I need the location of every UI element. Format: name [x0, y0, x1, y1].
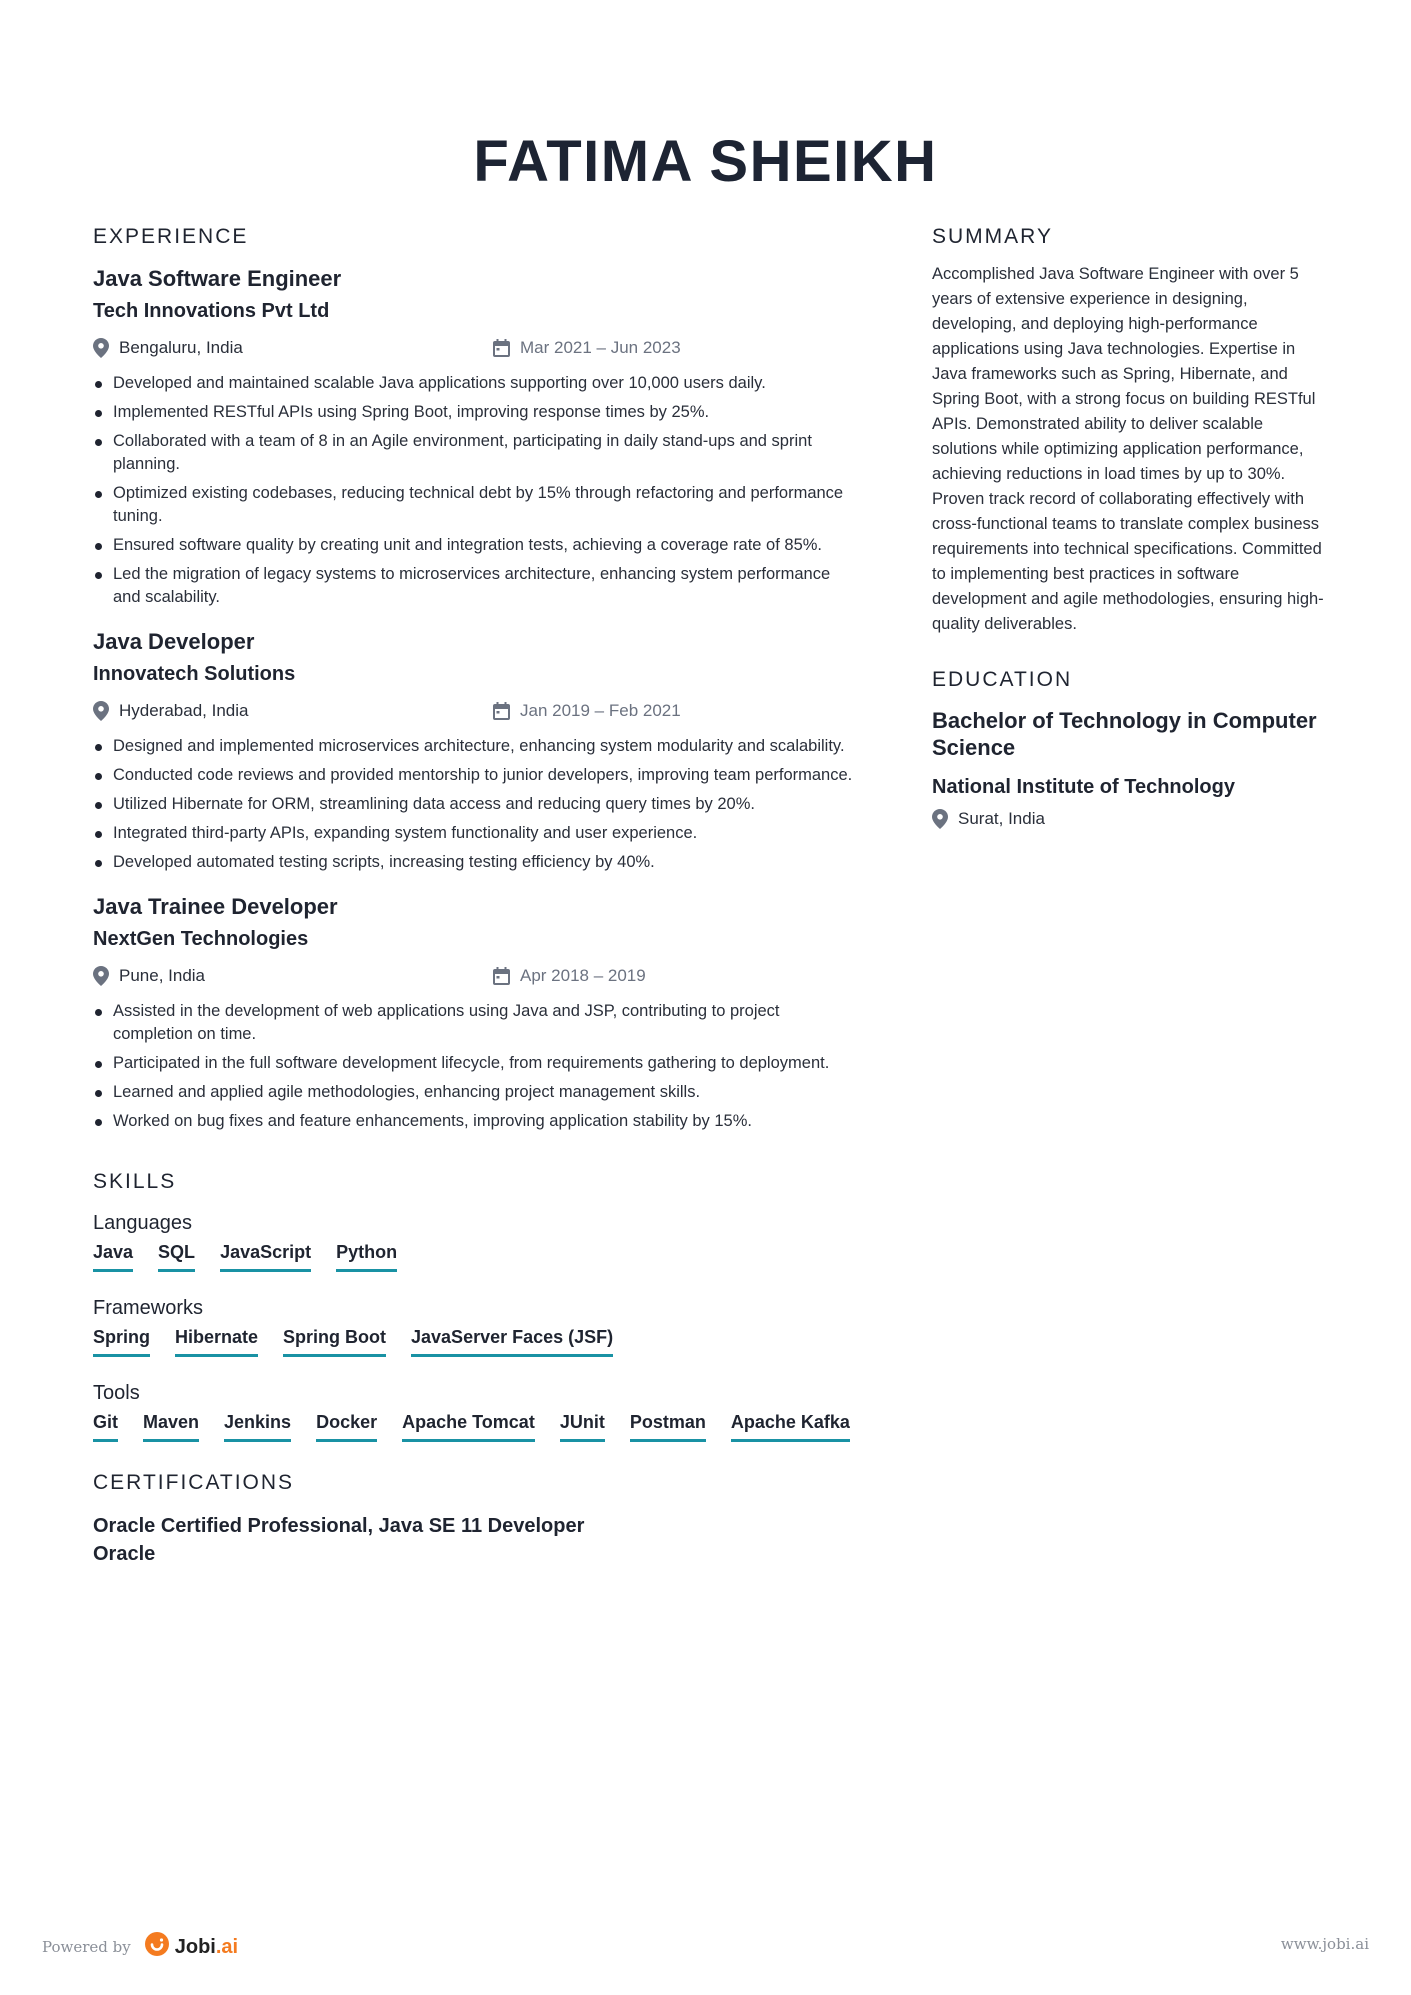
- right-column: [932, 224, 1332, 829]
- left-column: [93, 224, 853, 1568]
- date-text: Apr 2018 – 2019: [520, 966, 646, 985]
- job-title: Java Developer: [93, 629, 255, 654]
- list-item: Optimized existing codebases, reducing technical debt by 15% through refactoring and performance tuning.: [93, 482, 853, 528]
- skill-chip: JavaScript: [220, 1241, 311, 1272]
- list-item: Conducted code reviews and provided mentorship to junior developers, improving team performance.: [93, 764, 853, 787]
- experience-heading: EXPERIENCE: [93, 225, 249, 248]
- brand-suffix: .ai: [215, 1935, 239, 1958]
- calendar-icon: [493, 339, 510, 357]
- job-bullets: [93, 372, 853, 609]
- summary-text: Accomplished Java Software Engineer with over 5 years of extensive experience in designing, developing, and deploying high-performance applications using Java technologies. Expertise in Java frameworks such as Spring, Hibernate, and Spring Boot, with a strong focus on building RESTful APIs. Demonstrated ability to deliver scalable solutions while optimizing application performance, achieving reductions in load times by up to 30%. Proven track record of collaborating effectively with cross-functional teams to translate complex business requirements into technical specifications. Committed to implementing best practices in software development and agile methodologies, ensuring high-quality deliverables.: [932, 265, 1324, 633]
- job-entry: [93, 892, 853, 1133]
- list-item: Learned and applied agile methodologies, enhancing project management skills.: [93, 1081, 853, 1104]
- map-pin-icon: [93, 338, 109, 358]
- map-pin-icon: [93, 701, 109, 721]
- location-text: Bengaluru, India: [119, 338, 243, 357]
- job-meta: [93, 966, 853, 994]
- list-item: Developed automated testing scripts, increasing testing efficiency by 40%.: [93, 851, 853, 874]
- list-item: Participated in the full software development lifecycle, from requirements gathering to deployment.: [93, 1052, 853, 1075]
- summary-heading: SUMMARY: [932, 225, 1053, 248]
- skill-category: [93, 1379, 853, 1442]
- job-dates: [493, 338, 681, 358]
- skill-category: [93, 1209, 853, 1272]
- skill-chip: Java: [93, 1241, 133, 1272]
- skill-chip: Python: [336, 1241, 397, 1272]
- map-pin-icon: [932, 809, 948, 829]
- candidate-name: FATIMA SHEIKH: [473, 129, 938, 194]
- powered-by-label: Powered by: [42, 1938, 131, 1956]
- location-text: Surat, India: [958, 809, 1045, 828]
- footer-url[interactable]: www.jobi.ai: [1280, 1935, 1369, 1953]
- education-school: National Institute of Technology: [932, 776, 1235, 798]
- brand-name: Jobi: [174, 1935, 216, 1958]
- job-location: [93, 338, 243, 358]
- skill-category-name: Languages: [93, 1212, 192, 1234]
- skill-chip: SQL: [158, 1241, 195, 1272]
- company-name: Tech Innovations Pvt Ltd: [93, 300, 330, 322]
- skill-category: [93, 1294, 853, 1357]
- list-item: Implemented RESTful APIs using Spring Boot, improving response times by 25%.: [93, 401, 853, 424]
- skill-category-name: Frameworks: [93, 1297, 204, 1319]
- skill-chip: Jenkins: [224, 1411, 291, 1442]
- certification-entry: [93, 1512, 853, 1568]
- job-location: [93, 966, 205, 986]
- skill-chip: JUnit: [560, 1411, 605, 1442]
- powered-by: [42, 1932, 238, 1962]
- jobi-logo[interactable]: [145, 1932, 238, 1962]
- job-dates: [493, 966, 646, 986]
- map-pin-icon: [93, 966, 109, 986]
- job-entry: [93, 264, 853, 609]
- skill-chip: Apache Tomcat: [402, 1411, 535, 1442]
- certification-issuer: Oracle: [93, 1543, 156, 1565]
- list-item: Integrated third-party APIs, expanding system functionality and user experience.: [93, 822, 853, 845]
- education-heading: EDUCATION: [932, 668, 1073, 691]
- skill-chip: Git: [93, 1411, 118, 1442]
- calendar-icon: [493, 702, 510, 720]
- list-item: Utilized Hibernate for ORM, streamlining data access and reducing query times by 20%.: [93, 793, 853, 816]
- skill-category-name: Tools: [93, 1382, 140, 1404]
- company-name: NextGen Technologies: [93, 928, 309, 950]
- education-location: [932, 809, 1332, 829]
- job-title: Java Trainee Developer: [93, 894, 338, 919]
- skill-chip: Hibernate: [175, 1326, 258, 1357]
- list-item: Worked on bug fixes and feature enhancements, improving application stability by 15%.: [93, 1110, 853, 1133]
- list-item: Assisted in the development of web applications using Java and JSP, contributing to project completion on time.: [93, 1000, 853, 1046]
- skill-chip: Apache Kafka: [731, 1411, 850, 1442]
- job-meta: [93, 701, 853, 729]
- skill-chip: Docker: [316, 1411, 377, 1442]
- jobi-logo-icon: [145, 1932, 169, 1962]
- skill-chip: JavaServer Faces (JSF): [411, 1326, 613, 1357]
- skill-chip: Postman: [630, 1411, 706, 1442]
- skill-chips: [93, 1411, 853, 1442]
- list-item: Collaborated with a team of 8 in an Agile environment, participating in daily stand-ups and sprint planning.: [93, 430, 853, 476]
- job-entry: [93, 627, 853, 874]
- list-item: Led the migration of legacy systems to microservices architecture, enhancing system performance and scalability.: [93, 563, 853, 609]
- job-bullets: [93, 1000, 853, 1133]
- location-text: Pune, India: [119, 966, 206, 985]
- job-location: [93, 701, 248, 721]
- skill-chip: Spring Boot: [283, 1326, 386, 1357]
- skill-chips: [93, 1241, 853, 1272]
- calendar-icon: [493, 967, 510, 985]
- job-bullets: [93, 735, 853, 874]
- skill-chip: Maven: [143, 1411, 199, 1442]
- list-item: Designed and implemented microservices architecture, enhancing system modularity and scalability.: [93, 735, 853, 758]
- education-degree: Bachelor of Technology in Computer Science: [932, 708, 1317, 760]
- skill-chips: [93, 1326, 853, 1357]
- skills-heading: SKILLS: [93, 1170, 177, 1193]
- certifications-heading: CERTIFICATIONS: [93, 1471, 295, 1494]
- list-item: Developed and maintained scalable Java applications supporting over 10,000 users daily.: [93, 372, 853, 395]
- job-dates: [493, 701, 681, 721]
- job-meta: [93, 338, 853, 366]
- date-text: Jan 2019 – Feb 2021: [520, 701, 681, 720]
- location-text: Hyderabad, India: [119, 701, 249, 720]
- company-name: Innovatech Solutions: [93, 663, 296, 685]
- skill-chip: Spring: [93, 1326, 150, 1357]
- job-title: Java Software Engineer: [93, 266, 342, 291]
- certification-name: Oracle Certified Professional, Java SE 11 Developer: [93, 1515, 585, 1537]
- date-text: Mar 2021 – Jun 2023: [520, 338, 681, 357]
- list-item: Ensured software quality by creating unit and integration tests, achieving a coverage rate of 85%.: [93, 534, 853, 557]
